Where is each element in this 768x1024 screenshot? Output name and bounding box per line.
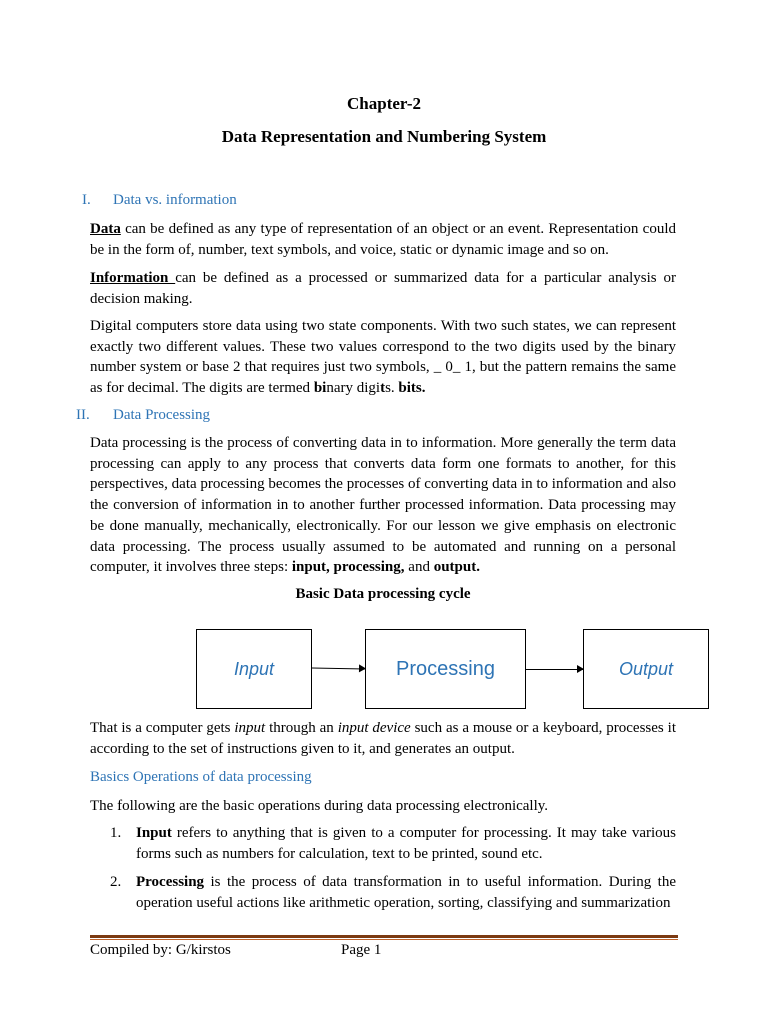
processing-box: Processing — [365, 629, 526, 709]
paragraph-operations-intro: The following are the basic operations during data processing electronically. — [90, 798, 549, 814]
paragraph-information-definition — [90, 268, 676, 309]
section-number: I. — [82, 192, 91, 208]
cycle-caption: Basic Data processing cycle — [295, 586, 471, 602]
paragraph-computer-input — [90, 718, 676, 759]
steps-bold: input, processing, — [291, 559, 405, 576]
paragraph-digital-computers — [90, 316, 676, 399]
computer-text-3: such as a mouse or a keyboard, processes it according to the set of instructions given to it, and generates an output. — [90, 720, 676, 757]
computer-input: input — [234, 720, 266, 736]
footer-page-number: Page 1 — [341, 942, 382, 958]
input-box: Input — [196, 629, 312, 709]
digital-text: Digital computers store data using two state components. With two such states, we can represent exactly two different values. These two values correspond to the two digits used by the binary number system or base 2 that requires just two symbols, _ 0_ 1, but the pattern remains the same as for decimal. The digits are termed — [90, 318, 676, 397]
output-box: Output — [583, 629, 709, 709]
term-data: Data — [90, 221, 121, 237]
computer-text-2: through an — [265, 720, 338, 736]
information-definition-text: can be defined as a processed or summarized data for a particular analysis or decision making. — [90, 270, 676, 307]
digital-nary: nary digi — [326, 380, 381, 397]
digital-s: s. — [385, 380, 399, 397]
list-number: 1. — [110, 825, 122, 841]
list-text: is the process of data transformation in to useful information. During the operation useful actions like arithmetic operation, sorting, classifying and summarization — [136, 874, 676, 911]
steps-and: and — [404, 559, 434, 576]
paragraph-data-processing — [90, 433, 676, 578]
paragraph-data-definition — [90, 219, 676, 260]
processing-text: Data processing is the process of converting data in to information. More generally the term data processing can apply to any process that converts data form one formats to another, for this perspectives, data processing becomes the processes of converting data in to information and also the conversion of information in to another further processed information. Data processing may be done manually, mechanically, electronically. For our lesson we give emphasis on electronic data processing. The process usually assumed to be automated and running on a personal computer, it involves three steps: — [90, 435, 676, 576]
data-definition-text: can be defined as any type of representation of an object or an event. Representation could be in the form of, number, text symbols, and voice, static or dynamic image and so on. — [90, 221, 676, 258]
digital-t: t — [380, 380, 386, 397]
section-label: Data Processing — [113, 407, 211, 423]
list-item — [110, 823, 676, 865]
digital-bits: bits. — [398, 380, 426, 397]
footer-rule — [90, 935, 678, 938]
footer-rule-thin — [90, 939, 678, 940]
steps-output: output. — [433, 559, 480, 576]
chapter-title: Data Representation and Numbering System — [221, 127, 547, 146]
computer-input-device: input device — [337, 720, 411, 736]
digital-bi: bi — [313, 380, 327, 397]
list-text: refers to anything that is given to a computer for processing. It may take various forms such as numbers for calculation, text to be printed, sound etc. — [136, 825, 676, 862]
footer-compiled-by: Compiled by: G/kirstos — [90, 942, 231, 958]
chapter-heading: Chapter-2 — [347, 94, 421, 113]
list-term: Processing — [136, 874, 205, 890]
arrow-processing-to-output — [526, 669, 583, 670]
section-label: Basics Operations of data processing — [90, 769, 312, 785]
list-item — [110, 872, 676, 914]
arrow-input-to-processing — [312, 668, 365, 670]
section-label: Data vs. information — [113, 192, 237, 208]
section-number: II. — [76, 407, 90, 423]
list-number: 2. — [110, 874, 122, 890]
term-information: Information — [90, 270, 176, 286]
computer-text-1: That is a computer gets — [90, 720, 235, 736]
list-term: Input — [136, 825, 172, 841]
